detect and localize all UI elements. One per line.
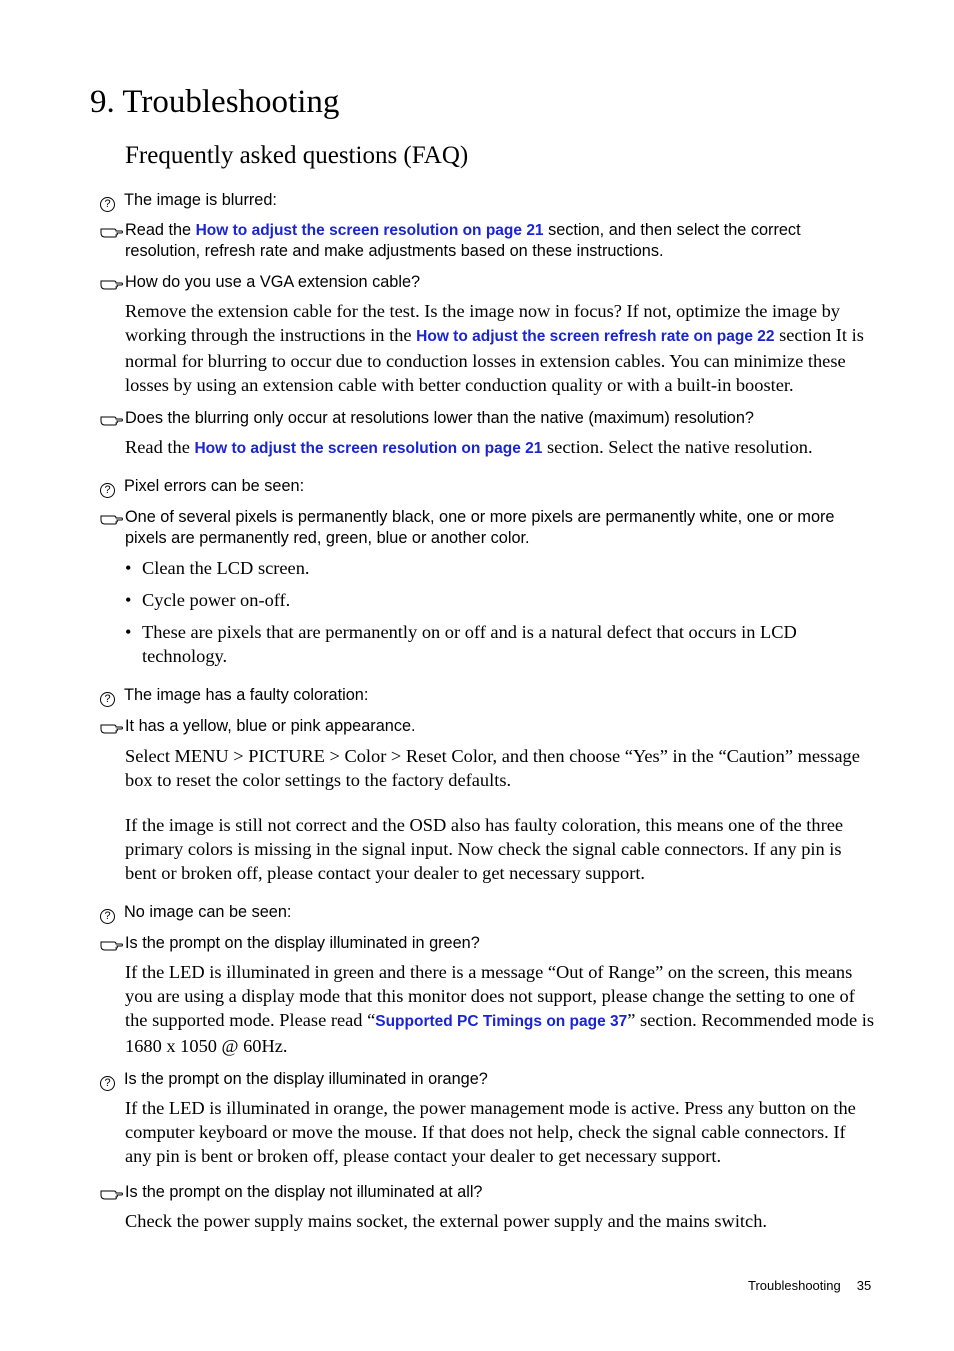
pointing-hand-icon <box>100 1185 123 1201</box>
footer-label: Troubleshooting <box>748 1278 841 1293</box>
pointing-hand-icon <box>100 936 123 952</box>
bullet-dot-icon: • <box>125 590 132 610</box>
pointing-hand-icon <box>100 223 123 239</box>
chapter-title: 9. Troubleshooting <box>90 84 340 120</box>
question-circle-icon: ? <box>100 1076 115 1091</box>
pointing-hand-icon <box>100 411 123 427</box>
faq-answer-native-resolution: Does the blurring only occur at resolutions lower than the native (maximum) resolution? <box>100 408 860 429</box>
link-screen-resolution-2[interactable]: How to adjust the screen resolution on page 21 <box>194 440 543 457</box>
faq-answer-vga-extension: How do you use a VGA extension cable? <box>100 272 860 293</box>
faq-question-pixel-errors: ? Pixel errors can be seen: <box>100 476 304 498</box>
bullet-dot-icon: • <box>125 558 132 578</box>
link-screen-resolution[interactable]: How to adjust the screen resolution on page 21 <box>195 222 544 239</box>
faq-question-orange-led: ? Is the prompt on the display illuminated in orange? <box>100 1069 488 1091</box>
faq-answer-read-resolution: Read the How to adjust the screen resolution on page 21 section, and then select the correct resolution, refresh rate and make adjustments based on these instructions. <box>100 220 860 262</box>
faq-answer-no-led: Is the prompt on the display not illuminated at all? <box>100 1182 860 1203</box>
bullet-item: • Clean the LCD screen. <box>125 558 310 578</box>
question-circle-icon: ? <box>100 692 115 707</box>
no-led-body: Check the power supply mains socket, the external power supply and the mains switch. <box>125 1211 767 1231</box>
faq-question-blurred: ? The image is blurred: <box>100 190 277 212</box>
orange-led-body: If the LED is illuminated in orange, the power management mode is active. Press any button on the computer keyboard or move the mouse. If that does not help, check the signal cable connectors. If any pin is bent or broken off, please contact your dealer to get necessary support. <box>125 1098 856 1166</box>
faq-answer-pixels: One of several pixels is permanently black, one or more pixels are permanently white, one or more pixels are permanently red, green, blue or another color. <box>100 507 860 549</box>
faq-question-no-image: ? No image can be seen: <box>100 902 291 924</box>
page-footer <box>748 1277 871 1295</box>
link-screen-refresh-rate[interactable]: How to adjust the screen refresh rate on page 22 <box>416 328 775 345</box>
bullet-dot-icon: • <box>125 622 132 642</box>
primary-colors-body: If the image is still not correct and the OSD also has faulty coloration, this means one of the three primary colors is missing in the signal input. Now check the signal cable connectors. If any pin is bent or broken off, please contact your dealer to get necessary support. <box>125 815 844 883</box>
faq-answer-color-appearance: It has a yellow, blue or pink appearance. <box>100 716 860 737</box>
section-title: Frequently asked questions (FAQ) <box>125 142 469 169</box>
page-number: 35 <box>856 1278 872 1293</box>
faq-answer-green-led: Is the prompt on the display illuminated in green? <box>100 933 860 954</box>
question-circle-icon: ? <box>100 909 115 924</box>
link-supported-pc-timings[interactable]: Supported PC Timings on page 37 <box>375 1013 628 1030</box>
vga-extension-body: Remove the extension cable for the test. Is the image now in focus? If not, optimize the image by working through the instructions in the How to adjust the screen refresh rate on page 22 section It is normal for blurring to occur due to conduction losses in extension cables. You can minimize these losses by using an extension cable with better conduction quality or with a built-in booster. <box>125 301 864 395</box>
faq-question-faulty-coloration: ? The image has a faulty coloration: <box>100 685 368 707</box>
bullet-item: • These are pixels that are permanently on or off and is a natural defect that occurs in LCD technology. <box>125 622 797 666</box>
green-led-body: If the LED is illuminated in green and there is a message “Out of Range” on the screen, this means you are using a display mode that this monitor does not support, please change the setting to one of the supported mode. Please read “Supported PC Timings on page 37” section. Recommended mode is 1680 x 1050 @ 60Hz. <box>125 962 874 1056</box>
bullet-item: • Cycle power on-off. <box>125 590 291 610</box>
question-circle-icon: ? <box>100 197 115 212</box>
native-resolution-body: Read the How to adjust the screen resolution on page 21 section. Select the native resolution. <box>125 437 813 457</box>
pointing-hand-icon <box>100 275 123 291</box>
pointing-hand-icon <box>100 719 123 735</box>
question-circle-icon: ? <box>100 483 115 498</box>
pointing-hand-icon <box>100 510 123 526</box>
reset-color-body: Select MENU > PICTURE > Color > Reset Color, and then choose “Yes” in the “Caution” message box to reset the color settings to the factory defaults. <box>125 746 860 790</box>
